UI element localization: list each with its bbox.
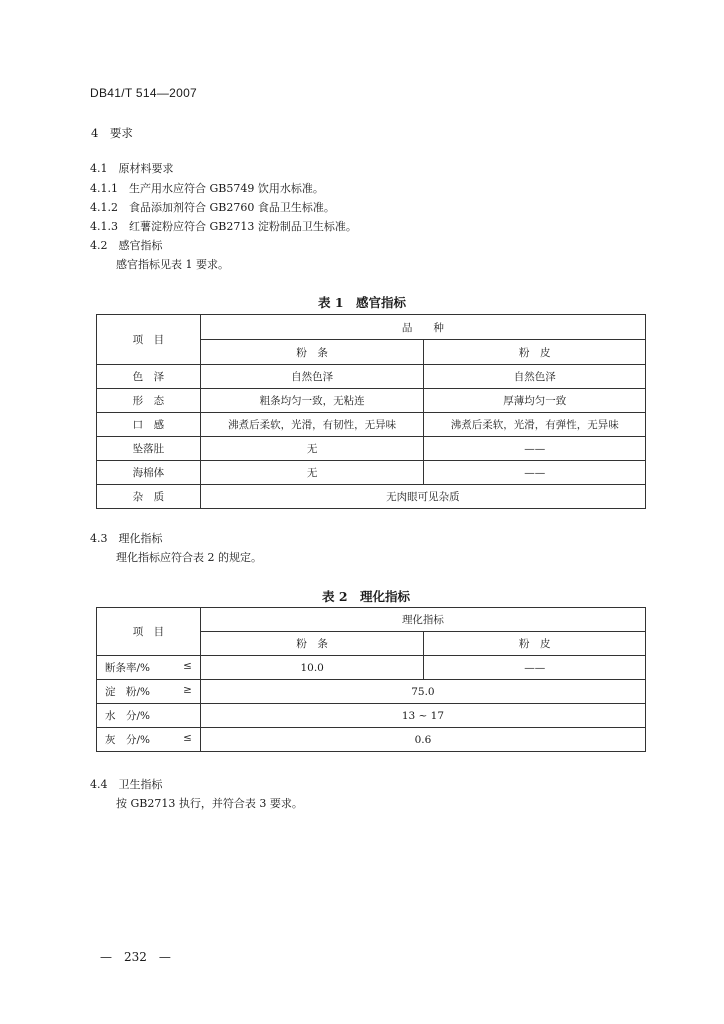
header-item-cell: 项 目 <box>97 315 201 365</box>
fenpi-value-cell: —— <box>424 656 646 680</box>
header-variety-cell: 品 种 <box>200 315 645 340</box>
header-group-cell: 理化指标 <box>200 608 645 632</box>
sensory-indicators-table <box>96 314 646 509</box>
merged-value-cell: 0.6 <box>200 728 645 752</box>
section-4-3-heading: 4.3 理化指标 <box>90 532 163 545</box>
row-item-cell <box>97 704 201 728</box>
table-row <box>97 437 646 461</box>
section-4-2-heading: 4.2 感官指标 <box>90 239 163 252</box>
fenpi-value-cell: 自然色泽 <box>424 365 646 389</box>
table-row <box>97 680 646 704</box>
operator-symbol: ≤ <box>183 732 192 744</box>
merged-value-cell: 13 ~ 17 <box>200 704 645 728</box>
header-fentiao-cell: 粉 条 <box>200 632 424 656</box>
table-header-row <box>97 315 646 340</box>
row-item-cell: 口 感 <box>97 413 201 437</box>
row-item-cell: 形 态 <box>97 389 201 413</box>
fentiao-value-cell: 无 <box>200 437 424 461</box>
fentiao-value-cell: 自然色泽 <box>200 365 424 389</box>
table-row <box>97 413 646 437</box>
section-4-1-1-text: 4.1.1 生产用水应符合 GB5749 饮用水标准。 <box>90 182 324 195</box>
header-fentiao-cell: 粉 条 <box>200 340 424 365</box>
physicochemical-indicators-table <box>96 607 646 752</box>
row-item-cell <box>97 656 201 680</box>
section-4-4-heading: 4.4 卫生指标 <box>90 778 163 791</box>
table-2-caption: 表 2 理化指标 <box>322 589 411 604</box>
fenpi-value-cell: —— <box>424 437 646 461</box>
item-label: 水 分/% <box>105 710 151 722</box>
section-4-2-text: 感官指标见表 1 要求。 <box>116 258 229 271</box>
item-label: 灰 分/% <box>105 734 151 746</box>
section-4-1-heading: 4.1 原材料要求 <box>90 162 174 175</box>
header-item-cell: 项 目 <box>97 608 201 656</box>
fentiao-value-cell: 无 <box>200 461 424 485</box>
fenpi-value-cell: —— <box>424 461 646 485</box>
row-item-cell: 色 泽 <box>97 365 201 389</box>
operator-symbol: ≤ <box>183 660 192 672</box>
table-1-caption: 表 1 感官指标 <box>318 295 407 310</box>
header-fenpi-cell: 粉 皮 <box>424 632 646 656</box>
operator-symbol: ≥ <box>183 684 192 696</box>
item-label: 淀 粉/% <box>105 686 151 698</box>
section-4-4-text: 按 GB2713 执行，并符合表 3 要求。 <box>116 797 303 810</box>
row-item-cell <box>97 680 201 704</box>
section-4-1-3-text: 4.1.3 红薯淀粉应符合 GB2713 淀粉制品卫生标准。 <box>90 220 357 233</box>
standard-number-header: DB41/T 514—2007 <box>90 86 198 100</box>
header-fenpi-cell: 粉 皮 <box>424 340 646 365</box>
fentiao-value-cell: 粗条均匀一致，无粘连 <box>200 389 424 413</box>
section-4-1-2-text: 4.1.2 食品添加剂符合 GB2760 食品卫生标准。 <box>90 201 335 214</box>
fenpi-value-cell: 沸煮后柔软，光滑，有弹性，无异味 <box>424 413 646 437</box>
item-label: 断条率/% <box>105 662 151 674</box>
fentiao-value-cell: 10.0 <box>200 656 424 680</box>
section-4-heading: 4 要求 <box>91 126 133 140</box>
section-4-3-text: 理化指标应符合表 2 的规定。 <box>116 551 262 564</box>
table-row <box>97 728 646 752</box>
page-number-footer: — 232 — <box>100 950 171 964</box>
table-row <box>97 365 646 389</box>
merged-value-cell: 75.0 <box>200 680 645 704</box>
table-row <box>97 656 646 680</box>
fenpi-value-cell: 厚薄均匀一致 <box>424 389 646 413</box>
table-row <box>97 389 646 413</box>
fentiao-value-cell: 沸煮后柔软，光滑，有韧性，无异味 <box>200 413 424 437</box>
row-item-cell: 坠落肚 <box>97 437 201 461</box>
table-row <box>97 704 646 728</box>
row-item-cell <box>97 728 201 752</box>
row-item-cell: 杂 质 <box>97 485 201 509</box>
table-header-row <box>97 608 646 632</box>
row-item-cell: 海棉体 <box>97 461 201 485</box>
table-row <box>97 461 646 485</box>
merged-value-cell: 无肉眼可见杂质 <box>200 485 645 509</box>
table-row <box>97 485 646 509</box>
